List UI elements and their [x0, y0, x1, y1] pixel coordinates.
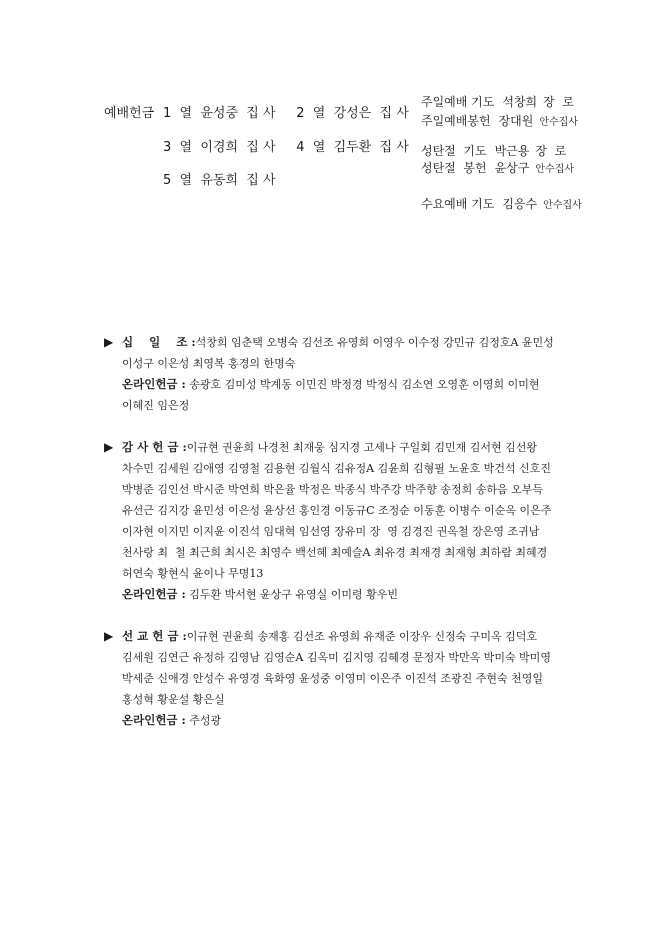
section-header [104, 437, 574, 458]
prayer-role: 주일예배 기도 [421, 95, 495, 109]
triangle-bullet-icon: ▶ [104, 335, 114, 349]
online-names: 송광호 김미성 박계동 이민진 박정경 박정식 김소연 오영훈 이영희 이미현 [189, 378, 540, 391]
section-names: 차수민 김세원 김애영 김영철 김용현 김월식 김유정A 김윤희 김형필 노윤호 박건석 신호진 [122, 462, 551, 475]
prayer-role: 주일예배봉헌 [421, 114, 491, 128]
prayer-row-christmas-offering [421, 161, 574, 177]
prayer-name: 석창희 [502, 95, 538, 109]
section-names: 홍성혁 황운설 황은실 [122, 693, 225, 706]
prayer-title: 안수집사 [539, 117, 578, 128]
prayer-name: 박근용 [494, 144, 530, 158]
prayer-role: 수요예배 기도 [421, 197, 495, 211]
section-names-first: 이규현 권윤희 송재홍 김선조 유영희 유재준 이장우 신정숙 구미옥 김덕호 [186, 630, 537, 643]
donor-sections [104, 332, 574, 752]
section-thanksgiving [104, 437, 574, 605]
prayer-name: 김응수 [502, 197, 538, 211]
prayer-title: 장 로 [543, 95, 574, 109]
online-names-cont: 이혜진 임은정 [122, 399, 190, 412]
online-label: 온라인헌금 : [122, 713, 186, 727]
section-names: 유선근 김지강 윤민성 이은성 윤상선 홍인경 이동규C 조정순 이동훈 이병수 이순옥 이은주 [122, 504, 552, 517]
section-names: 천사랑 최 철 최근희 최시은 최영수 백선혜 최예슬A 최유경 최재경 최재형 최하람 최혜경 [122, 546, 548, 559]
section-names: 허연숙 황현식 윤이나 무명13 [122, 567, 264, 580]
triangle-bullet-icon: ▶ [104, 440, 114, 454]
online-offering [104, 584, 574, 605]
online-names: 김두환 박서현 윤상구 유영실 이미령 황우빈 [189, 588, 399, 601]
online-offering [104, 374, 574, 395]
online-label: 온라인헌금 : [122, 587, 186, 601]
section-names: 김세원 김연근 유정하 김영남 김영순A 김옥미 김지영 김혜경 문정자 박만옥 박미숙 박미영 [122, 651, 551, 664]
online-label: 온라인헌금 : [122, 377, 186, 391]
prayer-title: 안수집사 [535, 164, 575, 175]
offering-label: 예배헌금 [104, 106, 155, 121]
section-mission [104, 626, 574, 731]
section-label: 선 교 헌 금 : [122, 629, 187, 643]
triangle-bullet-icon: ▶ [104, 629, 114, 643]
offering-row-3: 5 열 유동희 집 사 [163, 173, 276, 188]
section-label: 십 일 조 : [122, 335, 196, 349]
prayer-row-sunday-prayer [421, 95, 574, 110]
section-names: 이성구 이은성 최영복 홍경의 한명숙 [122, 357, 296, 370]
prayer-title: 장 로 [535, 144, 567, 158]
section-header [104, 626, 574, 647]
prayer-row-sunday-offering [421, 114, 578, 130]
section-names: 박병준 김인선 박시준 박연희 박은율 박정은 박종식 박주강 박주향 송정희 송하음 오부득 [122, 483, 543, 496]
offering-row-2: 3 열 이경희 집 사 4 열 김두환 집 사 [163, 140, 409, 155]
section-names: 박세준 신애경 안성수 유영경 육화영 윤성중 이영미 이은주 이진석 조광진 주현숙 천영일 [122, 672, 543, 685]
online-offering [104, 710, 574, 731]
section-label: 감 사 헌 금 : [122, 440, 187, 454]
offering-row-1: 1 열 윤성중 집 사 2 열 강성은 집 사 [163, 106, 409, 121]
prayer-row-wednesday-prayer [421, 197, 582, 213]
online-names: 주성광 [189, 714, 222, 727]
prayer-name: 장대원 [498, 114, 534, 128]
section-tithe [104, 332, 574, 416]
prayer-role: 성탄절 봉헌 [421, 161, 487, 175]
section-names-first: 이규현 권윤희 나경천 최재웅 심지경 고세나 구일회 김민재 김서현 김선왕 [186, 441, 537, 454]
section-names-first: 석창희 임춘택 오병숙 김선조 유영희 이영우 이수정 강민규 김정호A 윤민성 [195, 336, 554, 349]
prayer-title: 안수집사 [543, 200, 582, 211]
prayer-row-christmas-prayer [421, 144, 566, 159]
section-names: 이자현 이지민 이지윤 이진석 임대혁 임선영 장유미 장 영 김경진 권옥철 장은영 조귀남 [122, 525, 540, 538]
prayer-role: 성탄절 기도 [421, 144, 487, 158]
section-header [104, 332, 574, 353]
prayer-name: 윤상구 [494, 161, 530, 175]
